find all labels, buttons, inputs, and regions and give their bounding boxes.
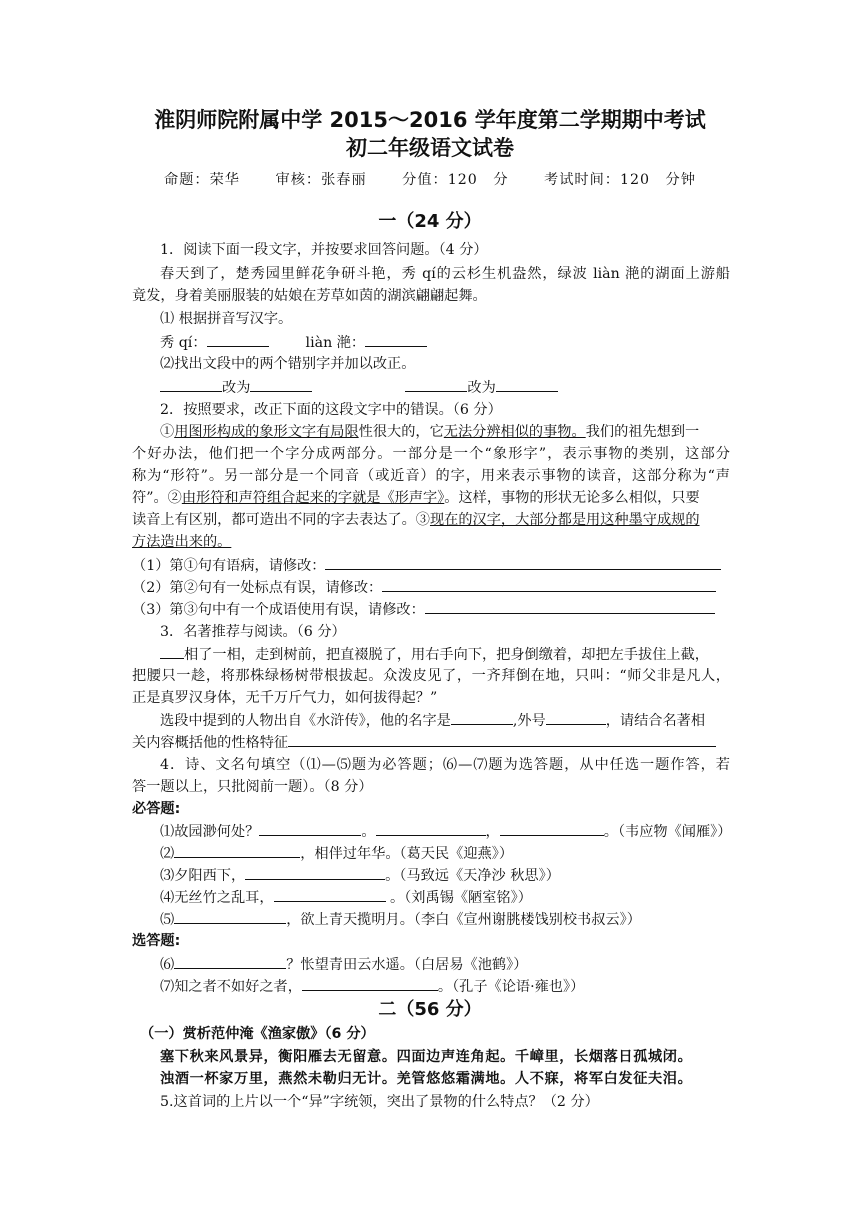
q2-text-5a: 读音上有区别，都可造出不同的字去表达了。③ xyxy=(132,512,430,528)
q4-item-3-blank[interactable] xyxy=(245,865,385,880)
q1-paragraph-line2: 竟发，身着美丽服装的姑娘在芳草如茵的湖滨翩翩起舞。 xyxy=(132,288,487,304)
setter: 命题：荣华 xyxy=(164,172,240,188)
q3-para1 xyxy=(160,644,709,665)
q4-item-5-blank[interactable] xyxy=(174,909,286,924)
q2-answer-1-label: （1）第①句有语病，请修改： xyxy=(132,558,326,574)
q3-name-blank[interactable] xyxy=(451,710,513,725)
q4-item-2-blank[interactable] xyxy=(174,843,300,858)
q4-item-1-blank-2[interactable] xyxy=(376,821,486,836)
q2-stem: 2．按照要求，改正下面的这段文字中的错误。（6 分） xyxy=(160,402,502,418)
q2-answer-2-label: （2）第②句有一处标点有误，请修改： xyxy=(132,580,383,596)
q4-item-4-a: ⑷无丝竹之乱耳， xyxy=(160,890,274,906)
q2-line2: 个好办法，他们把一个字分成两部分。一部分是一个“象形字”，表示事物的类别，这部分 xyxy=(132,446,730,462)
q2-text-1c: 性很大的，它 xyxy=(358,424,444,440)
q4-item-7-a: ⑺知之者不如好之者， xyxy=(160,979,302,995)
q5-stem: 5.这首词的上片以一个“异”字统领，突出了景物的什么特点？（2 分） xyxy=(160,1094,599,1110)
blank-lian[interactable] xyxy=(365,332,427,347)
q2-answer-3-blank[interactable] xyxy=(425,599,715,614)
q2-underlined-1b: 无法分辨相似的事物。 xyxy=(443,424,586,440)
q2-text-1e: 我们的祖先想到一 xyxy=(585,424,700,440)
q4-item-7-blank[interactable] xyxy=(302,976,438,991)
poem-line1: 塞下秋来风景异，衡阳雁去无留意。四面边声连角起。千嶂里，长烟落日孤城闭。 xyxy=(160,1049,693,1065)
q2-answer-3 xyxy=(132,599,715,620)
section2-heading: 二（56 分） xyxy=(378,999,482,1020)
q4-item-5-b: ，欲上青天揽明月。（李白《宣州谢朓楼饯别校书叔云》） xyxy=(286,912,641,928)
q4-item-7 xyxy=(160,976,584,997)
change-to-2: 改为 xyxy=(467,380,496,396)
q1-correction-blanks xyxy=(160,377,558,398)
q4-item-2-a: ⑵ xyxy=(160,846,175,862)
correct-char-1[interactable] xyxy=(250,377,312,392)
q2-answer-1-blank[interactable] xyxy=(325,555,721,570)
exam-title: 淮阴师院附属中学 2015～2016 学年度第二学期期中考试 xyxy=(154,108,706,132)
q4-optional-label: 选答题: xyxy=(132,933,181,949)
q3-para2: 把腰只一趁，将那株绿杨树带根拔起。众泼皮见了，一齐拜倒在地，只叫：“师父非是凡人， xyxy=(132,668,730,684)
q2-line4 xyxy=(132,488,700,508)
q4-item-1-blank-3[interactable] xyxy=(500,821,604,836)
wrong-char-2[interactable] xyxy=(405,377,467,392)
q4-item-5-a: ⑸ xyxy=(160,912,175,928)
q4-item-6-a: ⑹ xyxy=(160,957,175,973)
time: 考试时间：120 分钟 xyxy=(544,172,696,188)
q3-name-blank-inline[interactable] xyxy=(160,644,184,659)
q2-text-4a: 符”。② xyxy=(132,490,182,506)
q4-item-7-b: 。（孔子《论语·雍也》） xyxy=(437,979,585,995)
q3-question-line2 xyxy=(132,732,716,753)
q2-answer-2 xyxy=(132,577,716,598)
q4-item-1-b: 。 xyxy=(361,824,376,840)
q4-item-1-a: ⑴故园渺何处？ xyxy=(160,824,260,840)
q4-item-3-a: ⑶夕阳西下， xyxy=(160,868,246,884)
q3-trait-blank[interactable] xyxy=(288,732,716,747)
q3-para3: 正是真罗汉身体，无千万斤气力，如何拔得起？” xyxy=(132,690,438,706)
score: 分值：120 分 xyxy=(402,172,509,188)
q4-stem-line2: 答一题以上，只批阅前一题）。（8 分） xyxy=(132,779,373,795)
q3-para1-text: 相了一相，走到树前，把直裰脱了，用右手向下，把身倒缴着，却把左手拔住上截， xyxy=(184,647,709,663)
q2-line1 xyxy=(160,422,699,442)
section2-sub-heading: （一）赏析范仲淹《渔家傲》（6 分） xyxy=(140,1026,375,1042)
exam-subtitle: 初二年级语文试卷 xyxy=(346,136,514,160)
q3-question-line2-text: 关内容概括他的性格特征 xyxy=(132,735,289,751)
q3-question xyxy=(160,710,705,731)
section1-heading: 一（24 分） xyxy=(378,211,482,232)
blank-lian-label: liàn 滟： xyxy=(305,335,366,351)
q3-stem: 3．名著推荐与阅读。（6 分） xyxy=(160,624,346,640)
q1-stem: 1．阅读下面一段文字，并按要求回答问题。（4 分） xyxy=(160,242,488,258)
q4-item-6 xyxy=(160,954,527,975)
q3-question-c: ，请结合名著相 xyxy=(605,713,706,729)
q2-underlined-1a: 用图形构成的象形文字有局限 xyxy=(174,424,359,440)
wrong-char-1[interactable] xyxy=(160,377,222,392)
correct-char-2[interactable] xyxy=(496,377,558,392)
q4-item-5 xyxy=(160,909,641,930)
q1-paragraph-line1: 春天到了，楚秀园里鲜花争研斗艳，秀 qí的云杉生机盎然，绿波 liàn 滟的湖面上游船 xyxy=(160,266,730,282)
q1-sub2: ⑵找出文段中的两个错别字并加以改正。 xyxy=(160,356,416,372)
q4-item-4 xyxy=(160,887,532,908)
q4-item-6-b: ？怅望青田云水遥。（白居易《池鹤》） xyxy=(286,957,528,973)
poem-line2: 浊酒一杯家万里，燕然未勒归无计。羌管悠悠霜满地。人不寐，将军白发征夫泪。 xyxy=(160,1071,693,1087)
exam-meta xyxy=(0,170,860,190)
q4-item-1-c: ， xyxy=(485,824,500,840)
q4-item-1 xyxy=(160,821,731,842)
q4-required-label: 必答题: xyxy=(132,801,181,817)
q4-item-1-d: 。（韦应物《闻雁》） xyxy=(603,824,732,840)
q2-answer-1 xyxy=(132,555,721,576)
q4-item-2 xyxy=(160,843,513,864)
q4-item-6-blank[interactable] xyxy=(174,954,286,969)
q1-sub1: ⑴ 根据拼音写汉字。 xyxy=(160,311,293,327)
q3-nickname-blank[interactable] xyxy=(546,710,606,725)
q2-answer-3-label: （3）第③句中有一个成语使用有误，请修改： xyxy=(132,602,425,618)
q2-line3: 称为“形符”。另一部分是一个同音（或近音）的字，用来表示事物的读音，这部分称为“声 xyxy=(132,468,730,484)
q4-item-3-b: 。（马致远《天净沙 秋思》） xyxy=(385,868,560,884)
q2-line5 xyxy=(132,510,700,530)
q4-item-2-b: ，相伴过年华。（葛天民《迎燕》） xyxy=(300,846,514,862)
q4-stem-line1: 4．诗、文名句填空（⑴—⑸题为必答题；⑹—⑺题为选答题，从中任选一题作答，若 xyxy=(160,757,730,773)
q4-item-4-blank[interactable] xyxy=(274,887,386,902)
change-to-1: 改为 xyxy=(222,380,251,396)
q2-underlined-2: 由形符和声符组合起来的字就是《形声字》 xyxy=(181,490,445,506)
reviewer: 审核：张春丽 xyxy=(275,172,367,188)
q3-question-b: ,外号 xyxy=(512,713,546,729)
blank-qi[interactable] xyxy=(207,332,269,347)
q4-item-1-blank-1[interactable] xyxy=(259,821,361,836)
blank-qi-label: 秀 qí： xyxy=(160,335,207,351)
q2-mark-1: ① xyxy=(160,424,175,440)
q2-underlined-3: 现在的汉字，大部分都是用这种墨守成规的 xyxy=(429,512,700,528)
q2-text-4c: 。这样，事物的形状无论多么相似，只要 xyxy=(444,490,700,506)
q4-item-4-b: 。（刘禹锡《陋室铭》） xyxy=(385,890,532,906)
q3-question-a: 选段中提到的人物出自《水浒传》，他的名字是 xyxy=(160,713,451,729)
q2-line6: 方法造出来的。 xyxy=(132,534,232,550)
q2-answer-2-blank[interactable] xyxy=(382,577,716,592)
q1-pinyin-blanks xyxy=(160,332,427,353)
q4-item-3 xyxy=(160,865,560,886)
